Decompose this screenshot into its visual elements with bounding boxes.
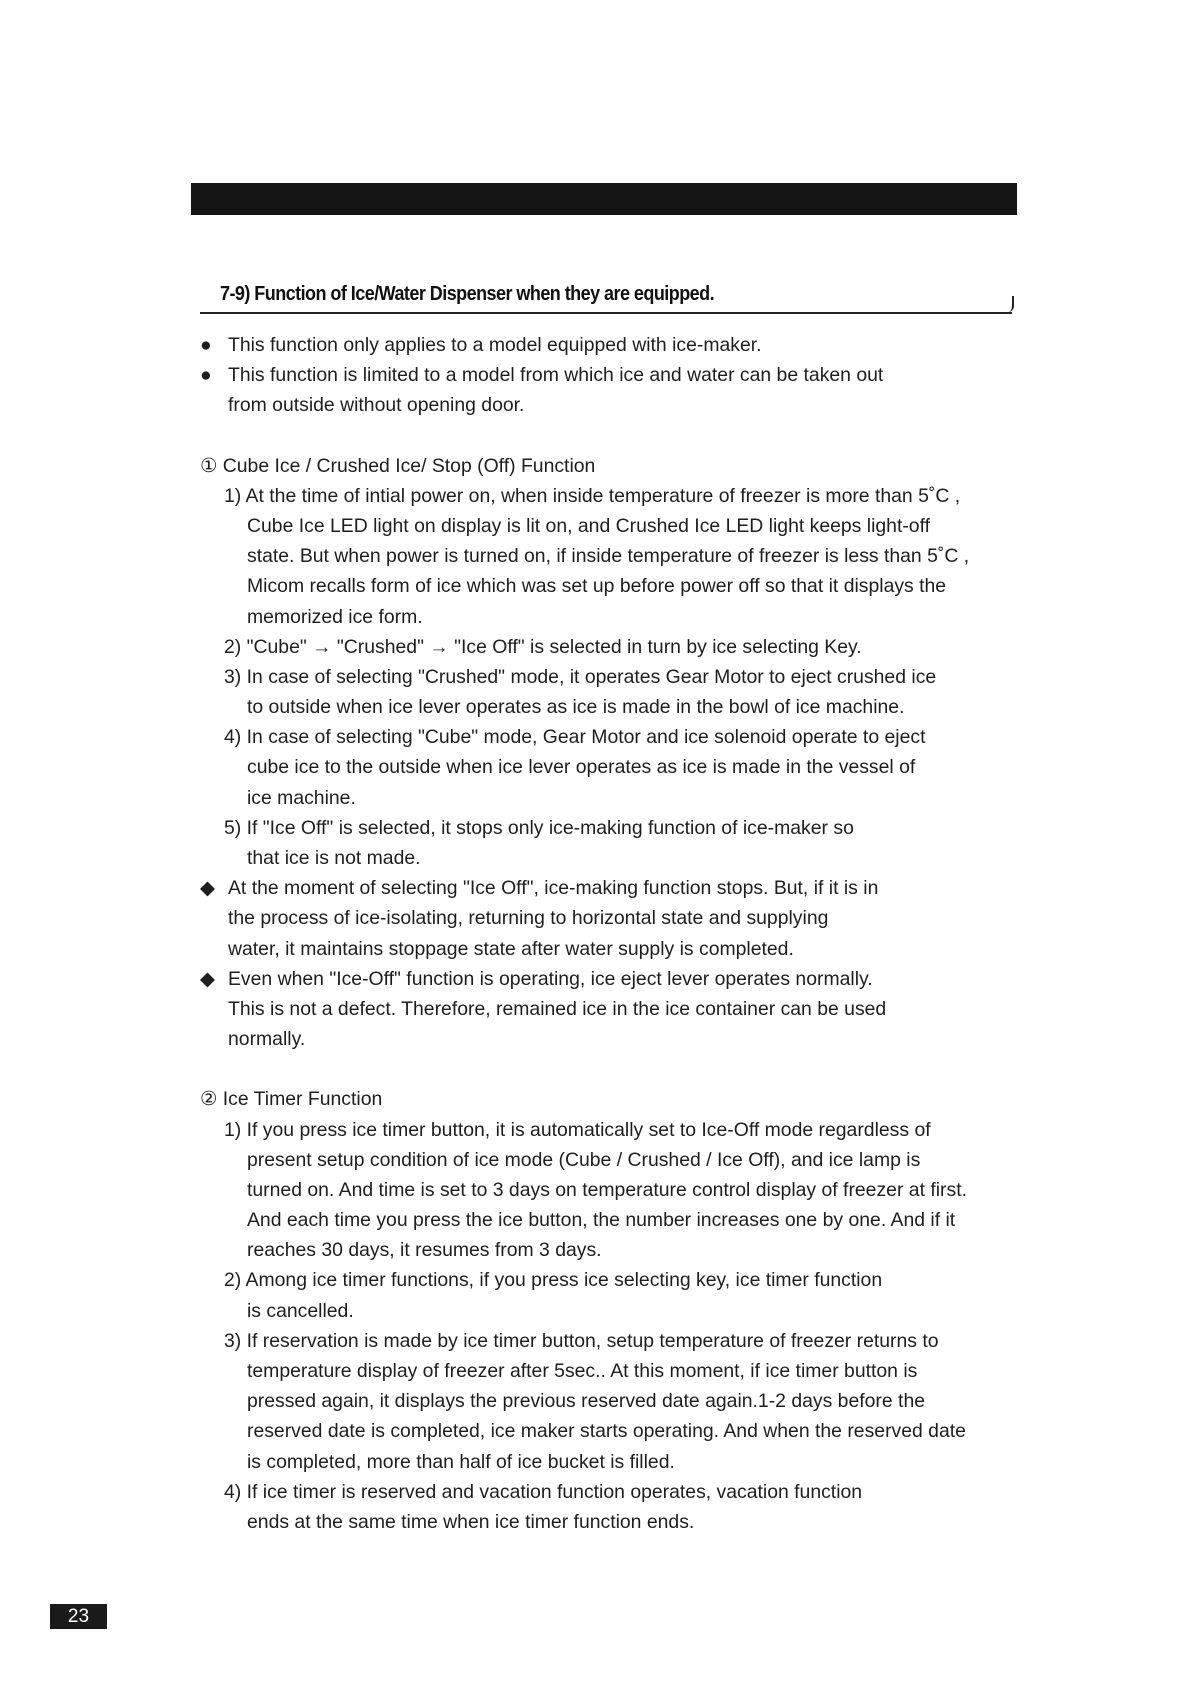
text-line: 1) At the time of intial power on, when inside temperature of freezer is more than 5˚C , <box>224 484 961 507</box>
text-line: 3) In case of selecting "Crushed" mode, it operates Gear Motor to eject crushed ice <box>224 665 937 688</box>
text-line: reserved date is completed, ice maker starts operating. And when the reserved date <box>247 1420 966 1443</box>
title-underline-hook <box>1006 296 1014 312</box>
list-item <box>200 662 1030 722</box>
subsection-heading: ② Ice Timer Function <box>200 1088 383 1111</box>
text-line: This is not a defect. Therefore, remained ice in the ice container can be used <box>228 997 887 1020</box>
list-item <box>200 1326 1030 1477</box>
text-line: Micom recalls form of ice which was set up before power off so that it displays the <box>247 575 947 598</box>
text-line: water, it maintains stoppage state after water supply is completed. <box>228 937 794 960</box>
text-line: 3) If reservation is made by ice timer button, setup temperature of freezer returns to <box>224 1329 939 1352</box>
text-line: ice machine. <box>247 786 356 809</box>
note-item <box>200 964 1030 1055</box>
diamond-icon: ◆ <box>200 877 215 900</box>
text-line: 1) If you press ice timer button, it is automatically set to Ice-Off mode regardless of <box>224 1118 931 1141</box>
text-line: normally. <box>228 1028 306 1051</box>
page-number: 23 <box>50 1604 107 1629</box>
manual-content <box>200 330 1030 1537</box>
text-line: present setup condition of ice mode (Cube / Crushed / Ice Off), and ice lamp is <box>247 1148 921 1171</box>
text-line: 4) If ice timer is reserved and vacation function operates, vacation function <box>224 1480 863 1503</box>
text-line: And each time you press the ice button, the number increases one by one. And if it <box>247 1209 956 1232</box>
list-item <box>200 632 1030 662</box>
subsection-heading: ① Cube Ice / Crushed Ice/ Stop (Off) Function <box>200 454 596 477</box>
text-line: from outside without opening door. <box>228 394 525 417</box>
text-line: the process of ice-isolating, returning to horizontal state and supplying <box>228 907 829 930</box>
text-line: to outside when ice lever operates as ice is made in the bowl of ice machine. <box>247 696 905 719</box>
list-item <box>200 722 1030 813</box>
bullet-icon: ● <box>200 364 212 387</box>
text-line: Cube Ice LED light on display is lit on, and Crushed Ice LED light keeps light-off <box>247 514 930 537</box>
bullet-icon: ● <box>200 334 212 356</box>
note-item <box>200 873 1030 964</box>
text-line: pressed again, it displays the previous reserved date again.1-2 days before the <box>247 1390 926 1413</box>
list-item <box>200 813 1030 873</box>
list-item <box>200 1477 1030 1537</box>
title-underline <box>200 312 1012 314</box>
text-line: that ice is not made. <box>247 847 421 869</box>
text-line: temperature display of freezer after 5sec.. At this moment, if ice timer button is <box>247 1360 918 1382</box>
text-line: 2) Among ice timer functions, if you press ice selecting key, ice timer function <box>224 1269 883 1292</box>
section-title: 7-9) Function of Ice/Water Dispenser when they are equipped. <box>220 283 715 305</box>
text-line: memorized ice form. <box>247 605 423 628</box>
bullet-item <box>200 360 1030 420</box>
text-line: 5) If "Ice Off" is selected, it stops only ice-making function of ice-maker so <box>224 816 854 839</box>
diamond-icon: ◆ <box>200 967 215 990</box>
bullet-item <box>200 330 1030 360</box>
text-line: turned on. And time is set to 3 days on temperature control display of freezer at first. <box>247 1178 967 1201</box>
text-line: state. But when power is turned on, if inside temperature of freezer is less than 5˚C , <box>247 545 970 568</box>
text-line: At the moment of selecting "Ice Off", ice-making function stops. But, if it is in <box>228 877 879 900</box>
text-line: is cancelled. <box>247 1299 354 1322</box>
text-line: reaches 30 days, it resumes from 3 days. <box>247 1239 602 1262</box>
list-item <box>200 1115 1030 1266</box>
text-line: 2) "Cube" → "Crushed" → "Ice Off" is selected in turn by ice selecting Key. <box>224 635 862 658</box>
text-line: This function is limited to a model from which ice and water can be taken out <box>228 364 884 387</box>
text-line: cube ice to the outside when ice lever operates as ice is made in the vessel of <box>247 756 916 779</box>
text-line: 4) In case of selecting "Cube" mode, Gear Motor and ice solenoid operate to eject <box>224 726 926 749</box>
text-line: ends at the same time when ice timer function ends. <box>247 1510 695 1533</box>
text-line: This function only applies to a model equipped with ice-maker. <box>228 334 762 356</box>
list-item <box>200 1265 1030 1325</box>
text-line: Even when "Ice-Off" function is operating, ice eject lever operates normally. <box>228 967 873 990</box>
header-bar <box>191 183 1017 215</box>
text-line: is completed, more than half of ice bucket is filled. <box>247 1450 675 1473</box>
list-item <box>200 481 1030 632</box>
